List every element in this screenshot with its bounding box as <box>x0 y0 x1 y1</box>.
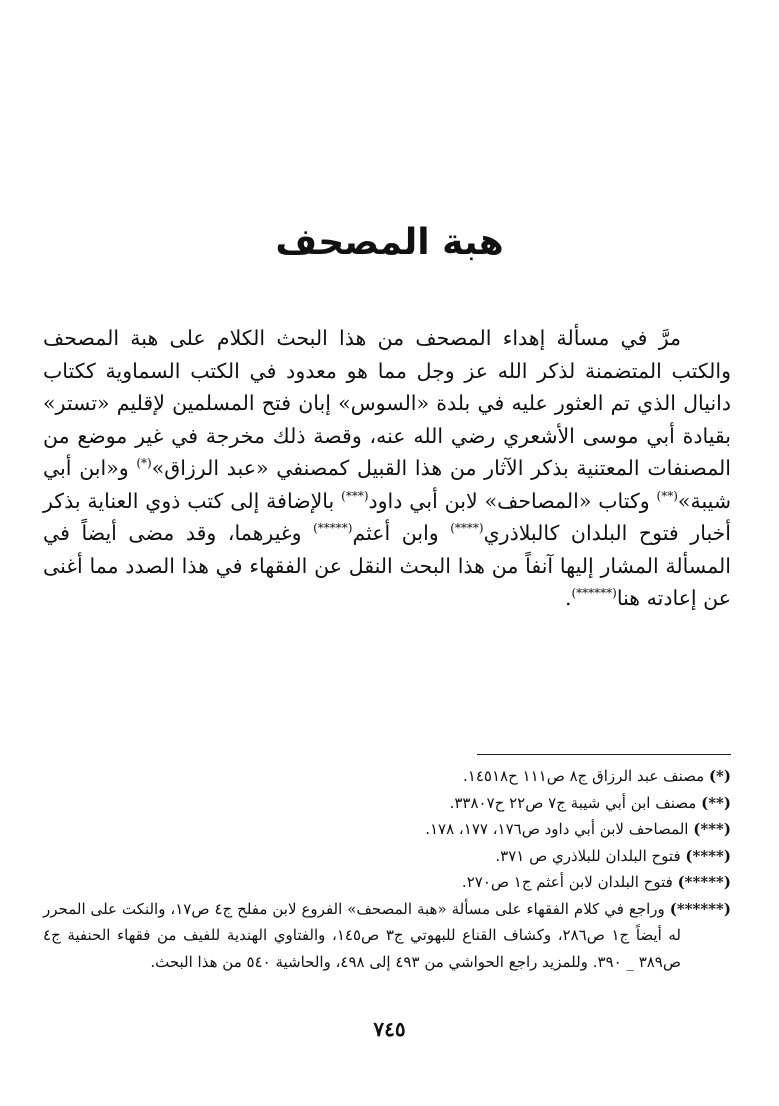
footnote-item <box>43 896 731 976</box>
footnote-text: مصنف ابن أبي شيبة ج٧ ص٢٢ ح٣٣٨٠٧. <box>449 793 697 812</box>
footnote-item <box>43 816 731 843</box>
main-paragraph <box>43 322 731 615</box>
paragraph-text-7: . <box>564 586 572 610</box>
paragraph-text-5: وابن أعثم <box>352 521 451 545</box>
footnote-item <box>43 869 731 896</box>
paragraph-text-1: مرَّ في مسألة إهداء المصحف من هذا البحث الكلام على هبة المصحف والكتب المتضمنة لذكر الله عز وجل مما هو معدود في الكتب السماوية ككتاب دانيال الذي تم العثور عليه في بلدة «السوس» إبان فتح المسلمين لإقليم «تستر» بقيادة أبي موسى الأشعري رضي الله عنه، وقصة ذلك مخرجة في غير موضع من المصنفات المعتنية بذكر الآثار من هذا القبيل كمصنفي «عبد الرزاق» <box>43 326 731 480</box>
footnote-item <box>43 763 731 790</box>
footnote-mark: (****) <box>685 846 731 865</box>
footnote-ref-2[interactable]: (**) <box>656 488 678 503</box>
footnote-divider <box>477 754 731 755</box>
footnote-text: فتوح البلدان للبلاذري ص ٣٧١. <box>495 846 681 865</box>
footnote-text: مصنف عبد الرزاق ج٨ ص١١١ ح١٤٥١٨. <box>463 767 705 785</box>
footnote-ref-4[interactable]: (****) <box>450 521 484 536</box>
paragraph-text-3: وكتاب «المصاحف» لابن أبي داود <box>368 488 657 513</box>
footnote-text: المصاحف لابن أبي داود ص١٧٦، ١٧٧، ١٧٨. <box>425 820 689 838</box>
footnote-mark: (******) <box>669 899 731 918</box>
page-title: هبة المصحف <box>275 222 504 263</box>
footnote-text: فتوح البلدان لابن أعثم ج١ ص٢٧٠. <box>461 873 673 891</box>
footnote-ref-6[interactable]: (******) <box>571 586 617 601</box>
footnote-mark: (**) <box>701 793 731 812</box>
paragraph-text-4: بالإضافة إلى كتب ذوي العناية بذكر أخبار فتوح البلدان كالبلاذري <box>43 488 731 545</box>
footnote-mark: (*) <box>708 767 731 785</box>
footnote-mark: (*****) <box>677 873 731 891</box>
footnote-mark: (***) <box>693 820 731 838</box>
footnote-ref-3[interactable]: (***) <box>341 488 369 503</box>
footnote-item <box>43 790 731 817</box>
paragraph-text-6: وغيرهما، وقد مضى أيضاً في المسألة المشار إليها آنفاً من هذا البحث النقل عن الفقهاء في هذا الصدد مما أغنى عن إعادته هنا <box>43 521 731 610</box>
footnotes-list <box>43 763 731 975</box>
paragraph-text-2: و«ابن أبي شيبة» <box>43 456 732 513</box>
footnote-ref-5[interactable]: (*****) <box>313 521 353 536</box>
page-number: ٧٤٥ <box>373 1017 406 1041</box>
footnote-ref-1[interactable]: (*) <box>136 456 152 471</box>
footnote-item <box>43 843 731 870</box>
footnote-text: وراجع في كلام الفقهاء على مسألة «هبة المصحف» الفروع لابن مفلح ج٤ ص١٧، والنكت على المحرر له أيضاً ج١ ص٢٨٦، وكشاف القناع للبهوتي ج٣ ص١٤٥، والفتاوي الهندية للفيف من فقهاء الحنفية ج٤ ص٣٨٩ _ ٣٩٠. وللمزيد راجع الحواشي من ٤٩٣ إلى ٤٩٨، والحاشية ٥٤٠ من هذا البحث. <box>43 899 682 971</box>
